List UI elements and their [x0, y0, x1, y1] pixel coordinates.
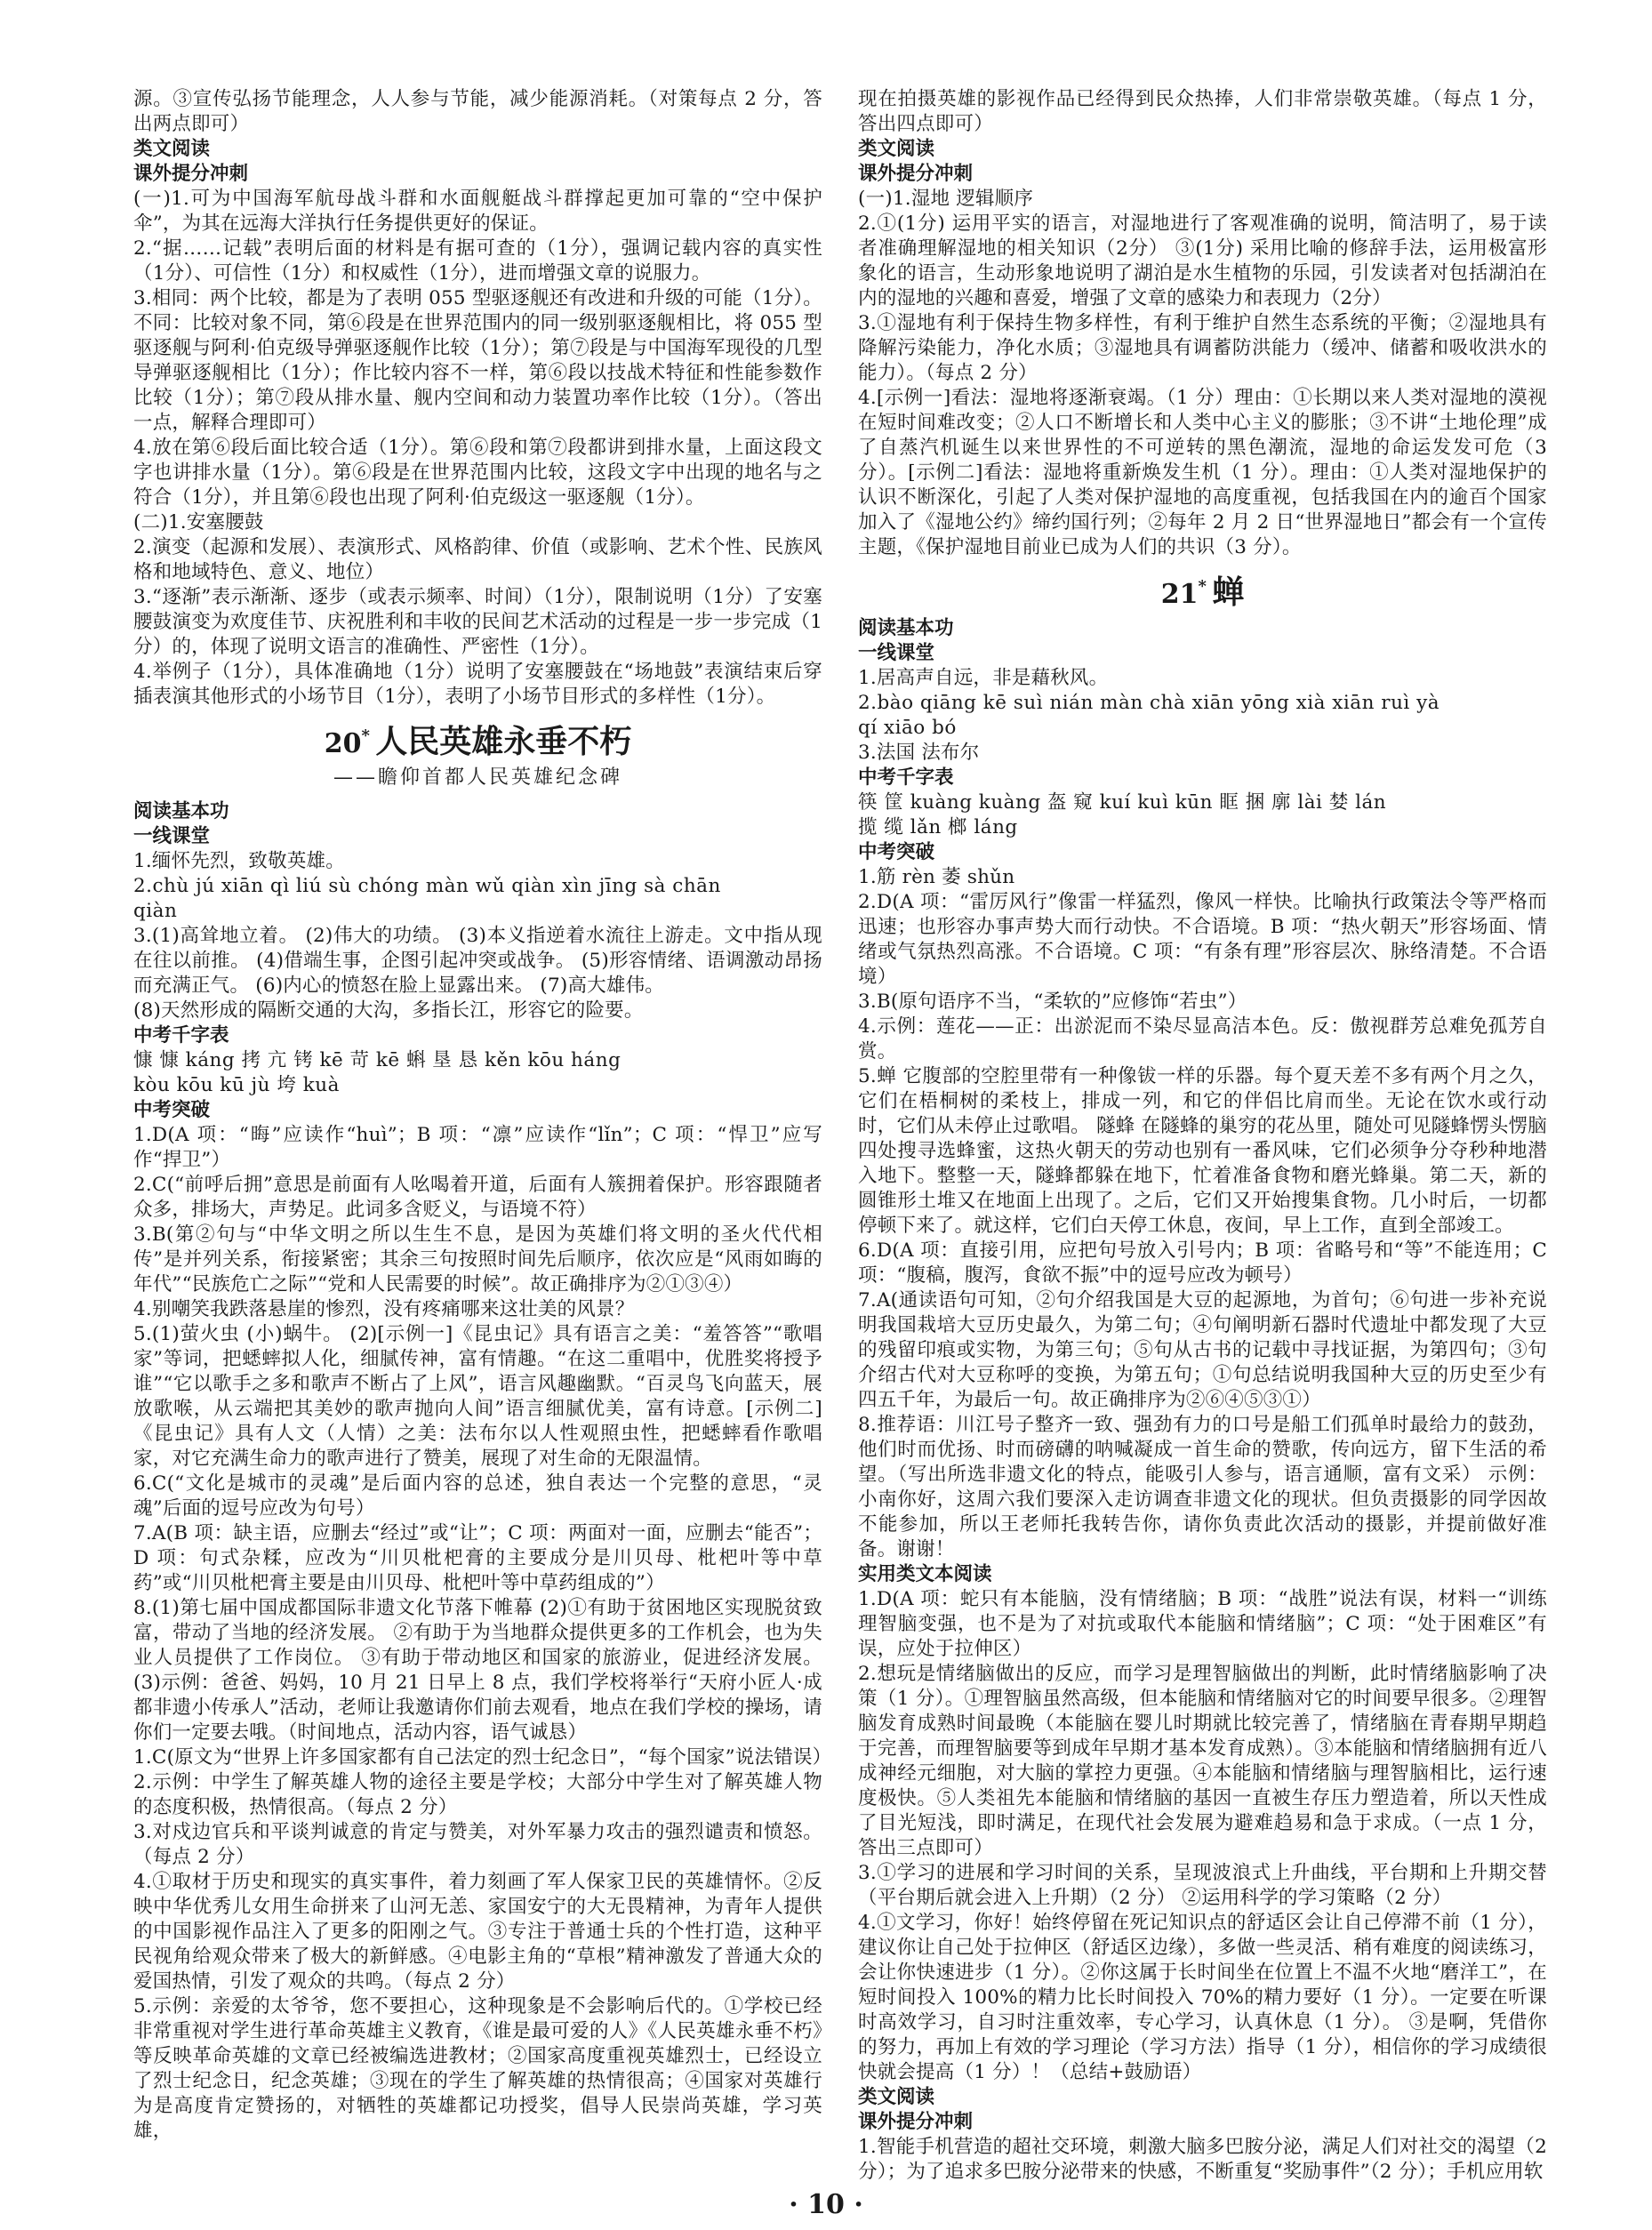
answer-paragraph: 2.C(“前呼后拥”意思是前面有人吆喝着开道，后面有人簇拥着保护。形容跟随者众多，排场大，声势足。此词多含贬义，与语境不符） [133, 1174, 822, 1221]
pinyin-line: 筷 筐 kuàng kuàng 盔 窥 kuí kuì kūn 眶 捆 廓 lài 婪 lán [858, 791, 1387, 814]
section-heading: 中考突破 [133, 1099, 211, 1121]
answer-paragraph: 2.“据……记载”表明后面的材料是有据可查的（1分），强调记载内容的真实性（1分）、可信性（1分）和权威性（1分），进而增强文章的说服力。 [133, 237, 822, 285]
pinyin-line: 慷 慷 káng 拷 亢 铐 kē 苛 kē 蝌 垦 恳 kěn kōu háng [133, 1049, 622, 1071]
section-heading: 中考千字表 [133, 1024, 229, 1047]
section-title-text: 蝉 [1212, 574, 1245, 611]
pinyin-line: kòu kōu kū jù 垮 kuà [133, 1074, 340, 1096]
section-heading: 阅读基本功 [858, 617, 954, 639]
answer-paragraph: (一)1.湿地 逻辑顺序 [858, 188, 1034, 210]
section-heading: 一线课堂 [858, 642, 935, 664]
answer-paragraph: 1.C(原文为“世界上许多国家都有自己法定的烈士纪念日”，“每个国家”说法错误） [133, 1746, 832, 1769]
answer-paragraph: 3.法国 法布尔 [858, 742, 980, 764]
answer-paragraph: (二)1.安塞腰鼓 [133, 511, 264, 533]
section-heading: 类文阅读 [858, 2086, 935, 2108]
answer-paragraph: (一)1.可为中国海军航母战斗群和水面舰艇战斗群撑起更加可靠的“空中保护伞”，为其在远海大洋执行任务提供更好的保证。 [133, 188, 822, 235]
section-heading: 阅读基本功 [133, 800, 229, 822]
section-number: 21 [1160, 579, 1199, 610]
answer-paragraph: 1.智能手机营造的超社交环境，刺激大脑多巴胺分泌，满足人们对社交的渴望（2 分）；为了追求多巴胺分泌带来的快感，不断重复“奖励事件”（2 分）；手机应用软 [858, 2136, 1547, 2183]
answer-paragraph: 2.D(A 项：“雷厉风行”像雷一样猛烈，像风一样快。比喻执行政策法令等严格而迅速；也形容办事声势大而行动快。不合语境。B 项：“热火朝天”形容场面、情绪或气氛热烈高涨。不合语境。C 项：“有条有理”形容层次、脉络清楚。不合语境） [858, 891, 1547, 988]
answer-paragraph: 5.示例：亲爱的太爷爷，您不要担心，这种现象是不会影响后代的。①学校已经非常重视对学生进行革命英雄主义教育，《谁是最可爱的人》《人民英雄永垂不朽》等反映革命英雄的文章已经被编选进教材；②国家高度重视英雄烈士，已经设立了烈士纪念日，纪念英雄；③现在的学生了解英雄的热情很高；④国家对英雄行为是高度肯定赞扬的，对牺牲的英雄都记功授奖，倡导人民崇尚英雄，学习英雄， [133, 1995, 822, 2142]
answer-paragraph: 3.对戍边官兵和平谈判诚意的肯定与赞美，对外军暴力攻击的强烈谴责和愤怒。（每点 2 分） [133, 1821, 822, 1868]
answer-paragraph: 3.“逐渐”表示渐渐、逐步（或表示频率、时间）（1分），限制说明（1分）了安塞腰鼓演变为欢度佳节、庆祝胜利和丰收的民间艺术活动的过程是一步一步完成（1分）的，体现了说明文语言的准确性、严密性（1分）。 [133, 586, 822, 658]
section-title: 20* 人民英雄永垂不朽 [324, 723, 632, 760]
answer-paragraph: 1.筋 rèn 萎 shǔn [858, 866, 1015, 888]
section-heading: 课外提分冲刺 [858, 163, 974, 185]
answer-paragraph: 8.推荐语：川江号子整齐一致、强劲有力的口号是船工们孤单时最给力的鼓劲，他们时而优扬、时而磅礴的呐喊凝成一首生命的赞歌，传向远方，留下生活的希望。（写出所选非遗文化的特点，能吸引人参与，语言通顺，富有文采） 示例：小南你好，这周六我们要深入走访调查非遗文化的现状。但负责摄影的同学因故不能参加，所以王老师托我转告你，请你负责此次活动的摄影，并提前做好准备。谢谢！ [858, 1414, 1547, 1560]
section-subtitle: ——瞻仰首都人民英雄纪念碑 [333, 766, 622, 789]
section-heading: 实用类文本阅读 [858, 1563, 992, 1585]
left-column [133, 87, 832, 2144]
answer-paragraph: 5.蝉 它腹部的空腔里带有一种像钹一样的乐器。每个夏天差不多有两个月之久，它们在梧桐树的柔枝上，排成一列，和它的伴侣比肩而坐。无论在饮水或行动时，它们从未停止过歌唱。 隧蜂 在隧蜂的巢穷的花丛里，随处可见隧蜂愣头愣脑四处搜寻选蜂蜜，这热火朝天的劳动也别有一番风味，它们必须争分夺秒种地潜入地下。整整一天，隧蜂都躲在地下，忙着准备食物和磨光蜂巢。第二天，新的圆锥形土堆又在地面上出现了。之后，它们又开始搜集食物。几小时后，一切都停顿下来了。就这样，它们白天停工休息，夜间，早上工作，直到全部竣工。 [858, 1065, 1547, 1237]
answer-paragraph: 3.①湿地有利于保持生物多样性，有利于维护自然生态系统的平衡；②湿地具有降解污染能力，净化水质；③湿地具有调蓄防洪能力（缓冲、储蓄和吸收洪水的能力）。（每点 2 分） [858, 312, 1547, 384]
answer-paragraph: 8.(1)第七届中国成都国际非遗文化节落下帷幕 (2)①有助于贫困地区实现脱贫致富，带动了当地的经济发展。 ②有助于为当地群众提供更多的工作机会，也为失业人员提供了工作岗位。 ③有助于带动地区和国家的旅游业，促进经济发展。 (3)示例：爸爸、妈妈，10 月 21 日早上 8 点，我们学校将举行“天府小匠人·成都非遗小传承人”活动，老师让我邀请你们前去观看，地点在我们学校的操场，请你们一定要去哦。（时间地点，活动内容，语气诚恳） [133, 1597, 822, 1744]
section-number: 20 [324, 728, 362, 759]
pinyin-line: 2.bào qiāng kē suì nián màn chà xiān yōng xià xiān ruì yà [858, 692, 1440, 714]
answer-paragraph: 4.别嘲笑我跌落悬崖的惨烈，没有疼痛哪来这壮美的风景？ [133, 1298, 635, 1320]
answer-paragraph: 6.D(A 项：直接引用，应把句号放入引号内；B 项：省略号和“等”不能连用；C 项：“腹稿，腹泻，食欲不振”中的逗号应改为顿号） [858, 1239, 1547, 1287]
answer-paragraph: 2.①(1分) 运用平实的语言，对湿地进行了客观准确的说明，简洁明了，易于读者准确理解湿地的相关知识（2分） ③(1分) 采用比喻的修辞手法，运用极富形象化的语言，生动形象地说明了湖泊是水生植物的乐园，引发读者对包括湖泊在内的湿地的兴趣和喜爱，增强了文章的感染力和表现力（2分） [858, 213, 1547, 309]
answer-paragraph: 现在拍摄英雄的影视作品已经得到民众热捧，人们非常崇敬英雄。（每点 1 分，答出四点即可） [858, 88, 1547, 135]
pinyin-line: 揽 缆 lǎn 榔 láng [858, 816, 1018, 838]
section-heading: 一线课堂 [133, 825, 211, 847]
answer-paragraph: 2.演变（起源和发展）、表演形式、风格韵律、价值（或影响、艺术个性、民族风格和地域特色、意义、地位） [133, 536, 822, 583]
page-number: · 10 · [789, 2189, 863, 2220]
answer-paragraph: 1.D(A 项：“晦”应读作“huì”；B 项：“凛”应读作“lǐn”；C 项：“悍卫”应写作“捍卫”） [133, 1124, 822, 1171]
answer-paragraph: 1.缅怀先烈，致敬英雄。 [133, 850, 345, 872]
right-column [858, 87, 1547, 2185]
answer-paragraph: 4.示例：莲花——正：出淤泥而不染尽显高洁本色。反：傲视群芳总难免孤芳自赏。 [858, 1015, 1547, 1063]
answer-paragraph: 3.①学习的进展和学习时间的关系，呈现波浪式上升曲线，平台期和上升期交替（平台期后就会进入上升期）（2 分） ②运用科学的学习策略（2 分） [858, 1862, 1547, 1909]
answer-paragraph: 4.①取材于历史和现实的真实事件，着力刻画了军人保家卫民的英雄情怀。②反映中华优秀儿女用生命拼来了山河无恙、家国安宁的大无畏精神，为青年人提供的中国影视作品注入了更多的阳刚之气。③专注于普通士兵的个性打造，这种平民视角给观众带来了极大的新鲜感。④电影主角的“草根”精神激发了普通大众的爱国热情，引发了观众的共鸣。（每点 2 分） [133, 1871, 822, 1993]
answer-paragraph: 1.居高声自远，非是藉秋风。 [858, 667, 1109, 689]
pinyin-line: qí xiāo bó [858, 717, 957, 739]
section-heading: 课外提分冲刺 [133, 163, 249, 185]
answer-paragraph: 7.A(B 项：缺主语，应删去“经过”或“让”；C 项：两面对一面，应删去“能否”；D 项：句式杂糅，应改为“川贝枇杷膏的主要成分是川贝母、枇杷叶等中草药”或“川贝枇杷膏主要是由川贝母、枇杷叶等中草药组成的”） [133, 1522, 822, 1594]
section-heading: 中考千字表 [858, 766, 954, 789]
section-title: 21* 蝉 [1160, 574, 1245, 611]
answer-paragraph: 3.(1)高耸地立着。 (2)伟大的功绩。 (3)本义指逆着水流往上游走。文中指从现在往以前推。 (4)借端生事，企图引起冲突或战争。 (5)形容情绪、语调激动昂扬而充满正气。 (6)内心的愤怒在脸上显露出来。 (7)高大雄伟。 [133, 925, 822, 997]
section-title-text: 人民英雄永垂不朽 [375, 723, 632, 760]
answer-paragraph: 源。③宣传弘扬节能理念，人人参与节能，减少能源消耗。（对策每点 2 分，答出两点即可） [133, 88, 822, 135]
answer-paragraph: 4.[示例一]看法：湿地将逐渐衰竭。（1 分）理由：①长期以来人类对湿地的漠视在短时间难改变；②人口不断增长和人类中心主义的膨胀；③不讲“土地伦理”成了自蒸汽机诞生以来世界性的不可逆转的黑色潮流，湿地的命运发发可危（3分）。[示例二]看法：湿地将重新焕发生机（1 分）。理由：①人类对湿地保护的认识不断深化，引起了人类对保护湿地的高度重视，包括我国在内的逾百个国家加入了《湿地公约》缔约国行列；②每年 2 月 2 日“世界湿地日”都会有一个宣传主题，《保护湿地目前业已成为人们的共识（3 分）。 [858, 387, 1547, 558]
section-heading: 类文阅读 [133, 138, 211, 160]
answer-paragraph: 7.A(通读语句可知，②句介绍我国是大豆的起源地，为首句；⑥句进一步补充说明我国栽培大豆历史最久，为第二句；④句阐明新石器时代遗址中都发现了大豆的残留印痕或实物，为第三句；⑤句从古书的记载中寻找证据，为第四句；③句介绍古代对大豆称呼的变换，为第五句；①句总结说明我国种大豆的历史至少有四五千年，为最后一句。故正确排序为②⑥④⑤③①） [858, 1289, 1547, 1411]
answer-paragraph: 4.①文学习，你好！始终停留在死记知识点的舒适区会让自己停滞不前（1 分），建议你让自己处于拉伸区（舒适区边缘），多做一些灵活、稍有难度的阅读练习，会让你快速进步（1 分）。②你这属于长时间坐在位置上不温不火地“磨洋工”，在短时间投入 100%的精力比长时间投入 70%的精力要好（1 分）。一定要在听课时高效学习，自习时注重效率，专心学习，认真休息（1 分）。 ③是啊，凭借你的努力，再加上有效的学习理论（学习方法）指导（1 分），相信你的学习成绩很快就会提高（1 分）！（总结+鼓励语） [858, 1912, 1547, 2083]
answer-paragraph: 3.B(原句语序不当，“柔软的”应修饰“若虫”） [858, 991, 1247, 1013]
answer-paragraph: 6.C(“文化是城市的灵魂”是后面内容的总述，独自表达一个完整的意思，“灵魂”后面的逗号应改为句号） [133, 1472, 822, 1520]
pinyin-line: qiàn [133, 900, 178, 922]
answer-paragraph: 2.示例：中学生了解英雄人物的途径主要是学校；大部分中学生对了解英雄人物的态度积极，热情很高。（每点 2 分） [133, 1771, 822, 1818]
answer-paragraph: 4.放在第⑥段后面比较合适（1分）。第⑥段和第⑦段都讲到排水量，上面这段文字也讲排水量（1分）。第⑥段是在世界范围内比较，这段文字中出现的地名与之符合（1分），并且第⑥段也出现了阿利·伯克级这一驱逐舰（1分）。 [133, 437, 822, 509]
answer-paragraph: 4.举例子（1分），具体准确地（1分）说明了安塞腰鼓在“场地鼓”表演结束后穿插表演其他形式的小场节目（1分），表明了小场节目形式的多样性（1分）。 [133, 661, 822, 708]
answer-paragraph: 2.想玩是情绪脑做出的反应，而学习是理智脑做出的判断，此时情绪脑影响了决策（1 分）。①理智脑虽然高级，但本能脑和情绪脑对它的时间要早很多。②理智脑发育成熟时间最晚（本能脑在婴儿时期就比较完善了，情绪脑在青春期早期趋于完善，而理智脑要等到成年早期才基本发育成熟）。③本能脑和情绪脑拥有近八成神经元细胞，对大脑的掌控力更强。④本能脑和情绪脑与理智脑相比，运行速度极快。⑤人类祖先本能脑和情绪脑的基因一直被生存压力塑造着，所以天性成了目光短浅，即时满足，在现代社会发展为避难趋易和急于求成。（一点 1 分，答出三点即可） [858, 1663, 1547, 1859]
answer-paragraph: 3.B(第②句与“中华文明之所以生生不息，是因为英雄们将文明的圣火代代相传”是并列关系，衔接紧密；其余三句按照时间先后顺序，依次应是“风雨如晦的年代”“民族危亡之际”“党和人民需要的时候”。故正确排序为②①③④） [133, 1223, 822, 1295]
answer-paragraph: 5.(1)萤火虫 (小)蜗牛。 (2)[示例一]《昆虫记》具有语言之美：“羞答答”“歌唱家”等词，把蟋蟀拟人化，细腻传神，富有情趣。“在这二重唱中，优胜奖将授予谁”“它以歌手之多和歌声不断占了上风”，语言风趣幽默。“百灵鸟飞向蓝天，展放歌喉，从云端把其美妙的歌声抛向人间”语言细腻优美，富有诗意。[示例二]《昆虫记》具有人文（人情）之美：法布尔以人性观照虫性，把蟋蟀看作歌唱家，对它充满生命力的歌声进行了赞美，展现了对生命的无限温情。 [133, 1323, 822, 1470]
answer-paragraph: 3.相同：两个比较，都是为了表明 055 型驱逐舰还有改进和升级的可能（1分）。不同：比较对象不同，第⑥段是在世界范围内的同一级别驱逐舰相比，将 055 型驱逐舰与阿利·伯克级导弹驱逐舰作比较（1分）；第⑦段是与中国海军现役的几型导弹驱逐舰相比（1分）；作比较内容不一样，第⑥段以技战术特征和性能参数作比较（1分）；第⑦段从排水量、舰内空间和动力装置功率作比较（1分）。（答出一点，解释合理即可） [133, 287, 822, 434]
answer-paragraph: (8)天然形成的隔断交通的大沟，多指长江，形容它的险要。 [133, 999, 644, 1022]
section-heading: 课外提分冲刺 [858, 2111, 974, 2133]
section-heading: 类文阅读 [858, 138, 935, 160]
answer-paragraph: 1.D(A 项：蛇只有本能脑，没有情绪脑；B 项：“战胜”说法有误，材料一“训练理智脑变强，也不是为了对抗或取代本能脑和情绪脑”；C 项：“处于困难区”有误，应处于拉伸区） [858, 1588, 1547, 1660]
pinyin-line: 2.chù jú xiān qì liú sù chóng màn wǔ qiàn xìn jīng sà chān [133, 875, 721, 897]
section-heading: 中考突破 [858, 841, 935, 863]
